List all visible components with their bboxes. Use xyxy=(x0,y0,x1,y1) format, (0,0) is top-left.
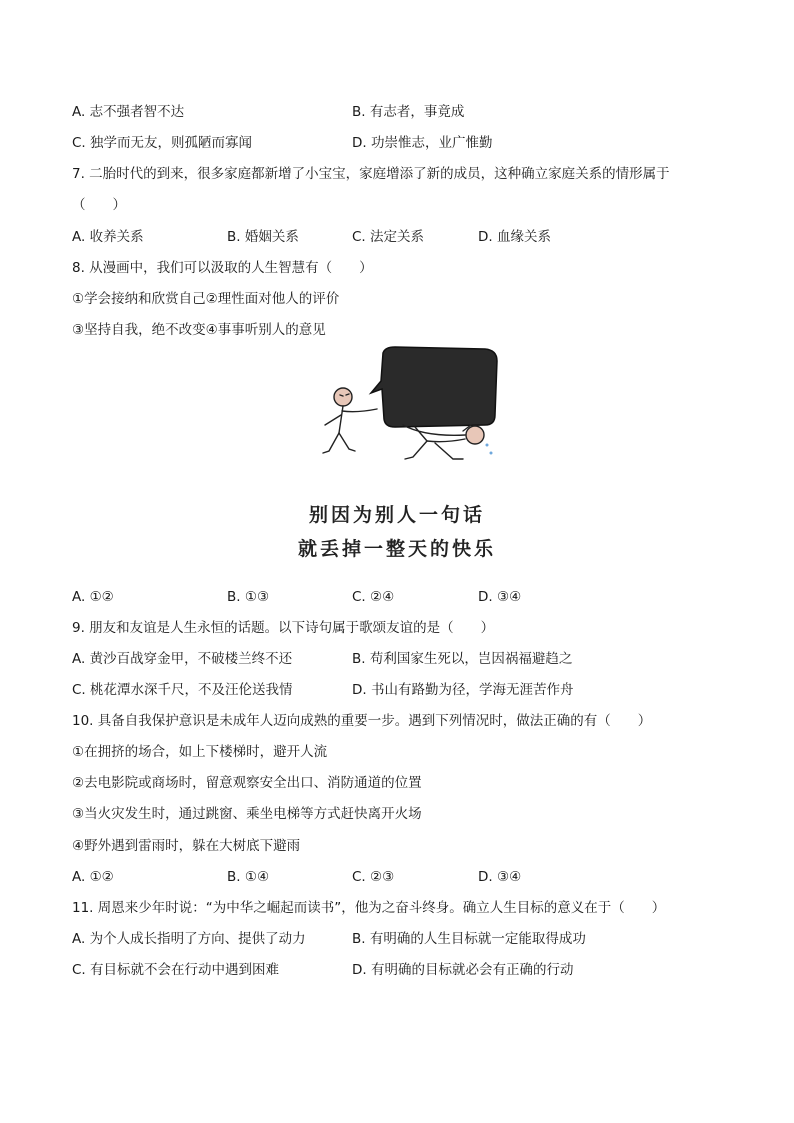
q10-option-c[interactable]: C. ②③ xyxy=(352,869,395,885)
q11-option-a[interactable]: A. 为个人成长指明了方向、提供了动力 xyxy=(72,931,306,947)
q10-item-3: ③当火灾发生时，通过跳窗、乘坐电梯等方式赶快离开火场 xyxy=(72,806,422,822)
cartoon-caption-line1: 别因为别人一句话 xyxy=(308,504,485,526)
q10-item-2: ②去电影院或商场时，留意观察安全出口、消防通道的位置 xyxy=(72,775,422,791)
q11-option-b[interactable]: B. 有明确的人生目标就一定能取得成功 xyxy=(352,931,586,947)
q9-option-a[interactable]: A. 黄沙百战穿金甲，不破楼兰终不还 xyxy=(72,651,293,667)
q7-option-a[interactable]: A. 收养关系 xyxy=(72,229,144,245)
q7-stem: 7. 二胎时代的到来，很多家庭都新增了小宝宝，家庭增添了新的成员，这种确立家庭关系的情形属于 xyxy=(72,166,670,182)
q11-option-c[interactable]: C. 有目标就不会在行动中遇到困难 xyxy=(72,962,280,978)
q11-stem: 11. 周恩来少年时说：“为中华之崛起而读书”，他为之奋斗终身。确立人生目标的意义在于（ ） xyxy=(72,900,666,916)
q9-option-c[interactable]: C. 桃花潭水深千尺，不及汪伦送我情 xyxy=(72,682,293,698)
q8-option-b[interactable]: B. ①③ xyxy=(227,589,270,605)
q10-option-b[interactable]: B. ①④ xyxy=(227,869,270,885)
q7-answer-paren: （ ） xyxy=(72,197,126,213)
q7-option-b[interactable]: B. 婚姻关系 xyxy=(227,229,299,245)
pointing-person xyxy=(323,388,377,453)
burdened-person xyxy=(403,425,493,459)
q6-option-d[interactable]: D. 功崇惟志，业广惟勤 xyxy=(352,135,493,151)
q8-option-c[interactable]: C. ②④ xyxy=(352,589,395,605)
q6-option-c[interactable]: C. 独学而无友，则孤陋而寡闻 xyxy=(72,135,253,151)
q6-option-a[interactable]: A. 志不强者智不达 xyxy=(72,104,185,120)
q7-option-d[interactable]: D. 血缘关系 xyxy=(478,229,551,245)
q8-option-a[interactable]: A. ①② xyxy=(72,589,114,605)
q6-option-b[interactable]: B. 有志者，事竟成 xyxy=(352,104,465,120)
q9-stem: 9. 朋友和友谊是人生永恒的话题。以下诗句属于歌颂友谊的是（ ） xyxy=(72,620,495,636)
q10-option-d[interactable]: D. ③④ xyxy=(478,869,522,885)
cartoon-caption-line2: 就丢掉一整天的快乐 xyxy=(297,538,496,560)
cartoon-illustration xyxy=(285,345,505,470)
q8-item-2: ③坚持自我，绝不改变④事事听别人的意见 xyxy=(72,322,326,338)
q9-option-d[interactable]: D. 书山有路勤为径，学海无涯苦作舟 xyxy=(352,682,574,698)
q9-option-b[interactable]: B. 苟利国家生死以，岂因祸福避趋之 xyxy=(352,651,573,667)
q10-item-4: ④野外遇到雷雨时，躲在大树底下避雨 xyxy=(72,838,301,854)
q8-item-1: ①学会接纳和欣赏自己②理性面对他人的评价 xyxy=(72,291,340,307)
speech-bubble xyxy=(371,347,497,427)
q10-item-1: ①在拥挤的场合，如上下楼梯时，避开人流 xyxy=(72,744,328,760)
q8-option-d[interactable]: D. ③④ xyxy=(478,589,522,605)
q8-stem: 8. 从漫画中，我们可以汲取的人生智慧有（ ） xyxy=(72,260,373,276)
q10-stem: 10. 具备自我保护意识是未成年人迈向成熟的重要一步。遇到下列情况时，做法正确的有（ ） xyxy=(72,713,652,729)
q10-option-a[interactable]: A. ①② xyxy=(72,869,114,885)
q11-option-d[interactable]: D. 有明确的目标就必会有正确的行动 xyxy=(352,962,574,978)
q7-option-c[interactable]: C. 法定关系 xyxy=(352,229,425,245)
